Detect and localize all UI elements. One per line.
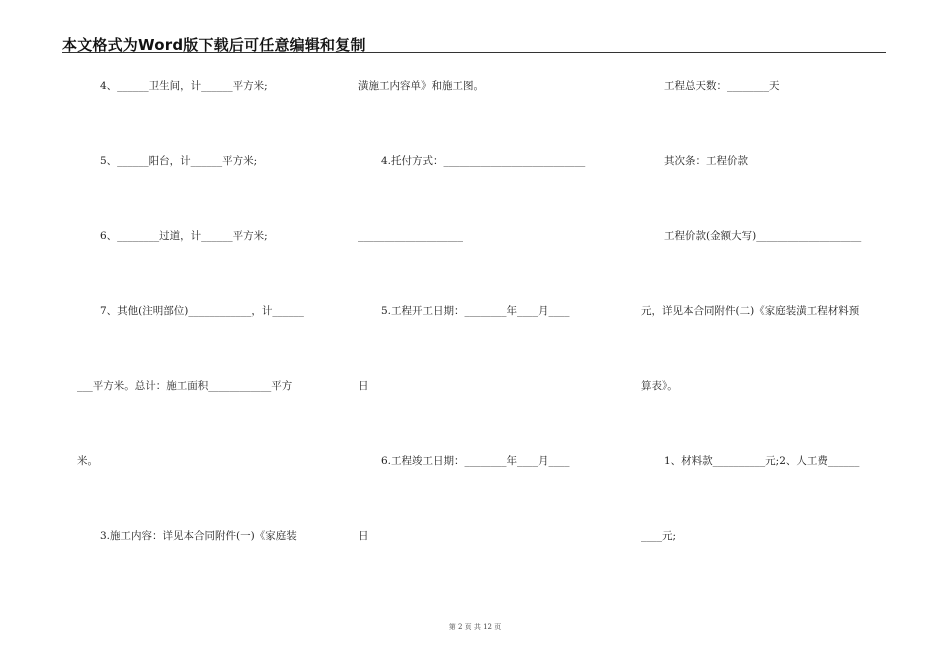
col2-line-7: 日 — [358, 530, 369, 542]
col3-line-5: 算表》。 — [641, 380, 678, 392]
col1-line-4: 7、其他(注明部位)____________，计______ — [100, 305, 304, 317]
col1-line-5: ___平方米。总计：施工面积____________平方 — [77, 380, 293, 392]
col2-line-1: 潢施工内容单》和施工图。 — [358, 80, 484, 92]
col2-line-4: 5.工程开工日期：________年____月____ — [381, 305, 570, 317]
col2-line-2: 4.托付方式：___________________________ — [381, 155, 586, 167]
col3-line-3: 工程价款(金额大写)____________________ — [664, 230, 862, 242]
header-title: 本文格式为Word版下载后可任意编辑和复制 — [62, 36, 366, 54]
col1-line-2: 5、______阳台，计______平方米; — [100, 155, 258, 167]
col3-line-2: 其次条：工程价款 — [664, 155, 748, 167]
col1-line-6: 米。 — [77, 455, 98, 467]
col3-line-4: 元，详见本合同附件(二)《家庭装潢工程材料预 — [641, 305, 860, 317]
col1-line-1: 4、______卫生间，计______平方米; — [100, 80, 268, 92]
col3-line-1: 工程总天数：________天 — [664, 80, 780, 92]
col1-line-3: 6、________过道，计______平方米; — [100, 230, 268, 242]
col2-line-6: 6.工程竣工日期：________年____月____ — [381, 455, 570, 467]
col3-line-6: 1、材料款__________元;2、人工费______ — [664, 455, 860, 467]
page-header — [62, 34, 886, 53]
col3-line-7: ____元; — [641, 530, 677, 542]
col2-line-3: ____________________ — [358, 230, 463, 242]
col2-line-5: 日 — [358, 380, 369, 392]
page-number: 第 2 页 共 12 页 — [448, 623, 502, 631]
col1-line-7: 3.施工内容：详见本合同附件(一)《家庭装 — [100, 530, 297, 542]
